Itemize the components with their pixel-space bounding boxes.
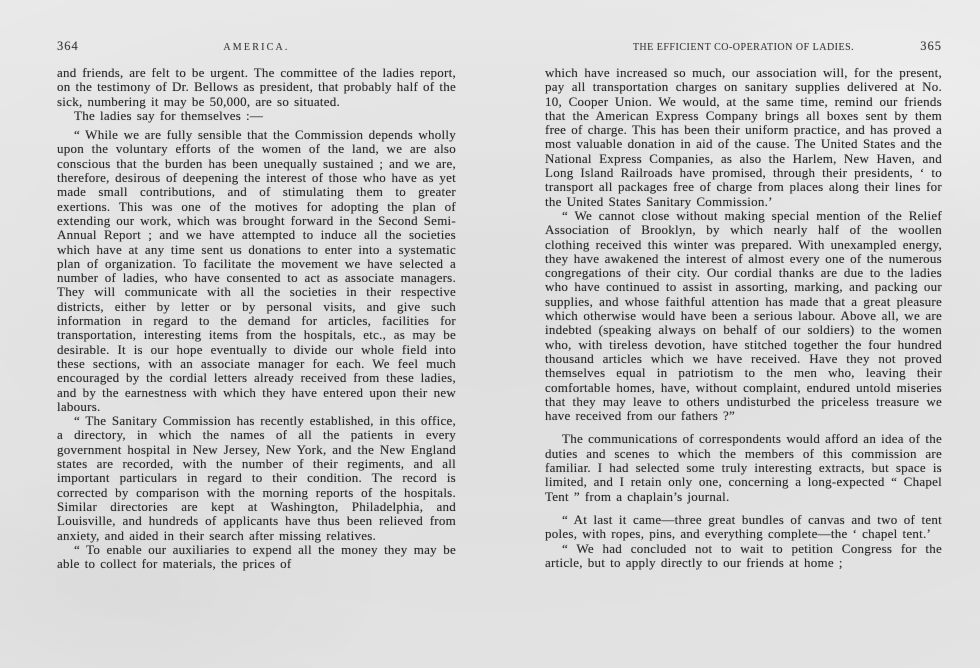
page-left xyxy=(57,0,456,668)
page-number-left: 364 xyxy=(57,39,79,53)
page-number-right: 365 xyxy=(920,39,942,53)
paragraph: The ladies say for themselves :— xyxy=(74,107,264,123)
running-title-right: THE EFFICIENT CO-OPERATION OF LADIES. xyxy=(632,42,855,53)
paragraph: and friends, are felt to be urgent. The committee of the ladies report, on the testimony of Dr. Bellows as president, that probably half of the sick, numbering it may be 50,000, are so situated. xyxy=(57,65,456,109)
page-header-left xyxy=(57,39,456,54)
paragraph: The communications of correspondents would afford an idea of the duties and scenes to which the members of this commission are familiar. I had selected some truly interesting extracts, but space is limited, and I retain only one, concerning a long-expected “ Chapel Tent ” from a chaplain’s journal. xyxy=(545,431,942,504)
page-header-right xyxy=(545,39,942,54)
paragraph: “ The Sanitary Commission has recently established, in this office, a directory, in which the names of all the patients in every government hospital in New Jersey, New York, and the New England states are recorded, with the number of their regiments, and all important particulars in regard to their condition. The record is corrected by comparison with the morning reports of the hospitals. Similar directories are kept at Washington, Philadelphia, and Louisville, and hundreds of applicants have thus been relieved from anxiety, and aided in their search after missing relatives. xyxy=(57,413,456,543)
page-body-left xyxy=(57,66,456,571)
page-body-right xyxy=(545,66,942,570)
running-title-left: AMERICA. xyxy=(223,42,290,53)
paragraph: “ To enable our auxiliaries to expend all the money they may be able to collect for materials, the prices of xyxy=(57,541,456,572)
paragraph: “ We cannot close without making special mention of the Relief Association of Brooklyn, by which nearly half of the woollen clothing received this winter was prepared. With unexampled energy, they have awakened the interest of almost every one of the numerous congregations of their city. Our cordial thanks are due to the ladies who have continued to assist in assorting, marking, and packing our supplies, and whose faithful attention has made that a great pleasure which otherwise would have been a serious labour. Above all, we are indebted (speaking always on behalf of our soldiers) to the women who, with tireless devotion, have stitched together the four hundred thousand articles which we have received. Have they not proved themselves equal in patriotism to the men who, leaving their comfortable homes, have, without complaint, endured untold miseries that they may leave to others undisturbed the priceless treasure we have received from our fathers ?” xyxy=(545,207,942,424)
paragraph: “ While we are fully sensible that the Commission depends wholly upon the voluntary efforts of the women of the land, we are also conscious that the burden has been unequally sustained ; and we are, therefore, desirous of deepening the interest of those who have as yet made small contributions, and of stimulating them to greater exertions. This was one of the motives for adopting the plan of extending our work, which was brought forward in the Second Semi-Annual Report ; and we have attempted to induce all the societies which have at any time sent us donations to enter into a systematic plan of organization. To facilitate the movement we have selected a number of ladies, who have consented to act as associate managers. They will communicate with all the societies in their respective districts, either by letter or by personal visits, and give such information in regard to the demand for articles, facilities for transportation, interesting items from the hospitals, etc., as may be desirable. It is our hope eventually to divide our whole field into these sections, with an associate manager for each. We feel much encouraged by the cordial letters already received from these ladies, and by the earnestness with which they have entered upon their new labours. xyxy=(57,127,456,414)
paragraph: which have increased so much, our association will, for the present, pay all transportation charges on sanitary supplies delivered at No. 10, Cooper Union. We would, at the same time, remind our friends that the American Express Company brings all boxes sent by them free of charge. This has been their uniform practice, and has proved a most valuable donation in aid of the cause. The United States and the National Express Companies, as also the Harlem, New Haven, and Long Island Railroads have promised, through their presidents, ‘ to transport all packages free of charge from places along their lines for the United States Sanitary Commission.’ xyxy=(545,65,942,209)
paragraph: “ At last it came—three great bundles of canvas and two of tent poles, with ropes, pins, and everything complete—the ‘ chapel tent.’ xyxy=(545,511,942,542)
page-right xyxy=(545,0,942,668)
paragraph: “ We had concluded not to wait to petition Congress for the article, but to apply directly to our friends at home ; xyxy=(545,540,942,570)
